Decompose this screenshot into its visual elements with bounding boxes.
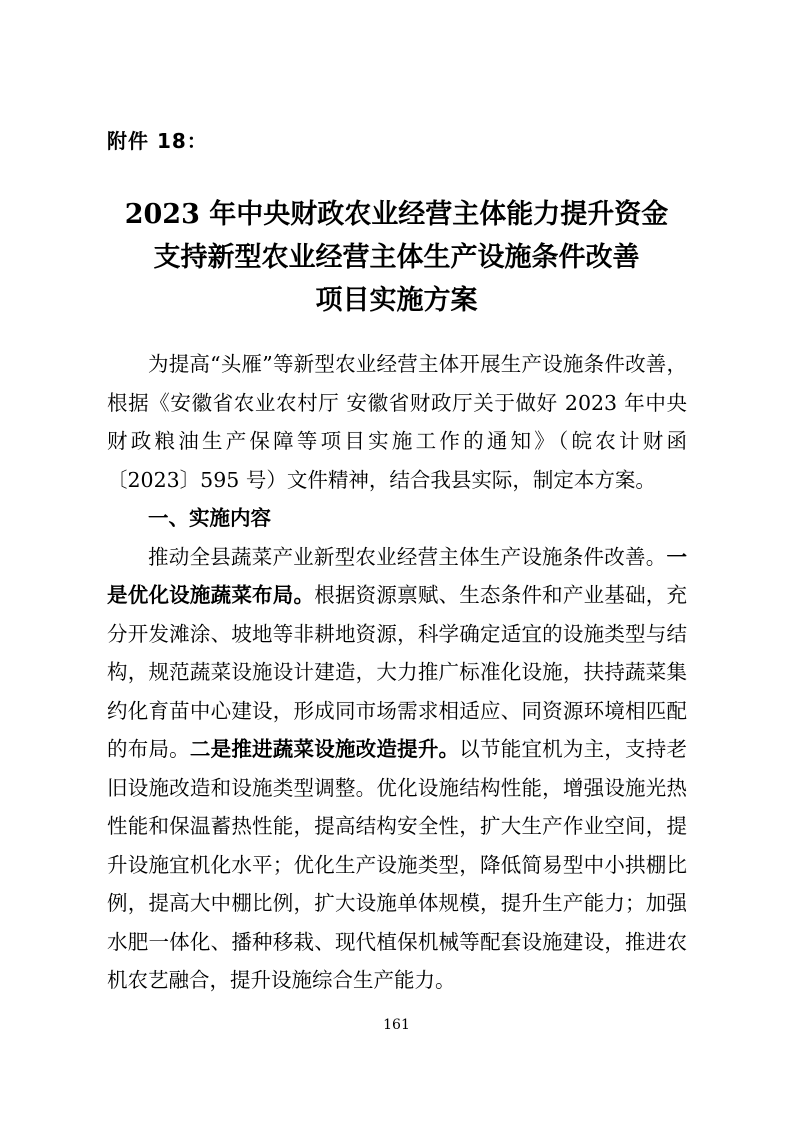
point1-title: 一是优化设施蔬菜布局。 [107, 544, 687, 607]
document-body [107, 345, 687, 1000]
section-paragraph [107, 538, 687, 1000]
title-line-3: 项目实施方案 [315, 285, 478, 316]
point2-text: 以节能宜机为主，支持老旧设施改造和设施类型调整。优化设施结构性能，增强设施光热性能和保温蓄热性能，提高结构安全性，扩大生产作业空间，提升设施宜机化水平；优化生产设施类型，降低简易型中小拱棚比例，提高大中棚比例，扩大设施单体规模，提升生产能力；加强水肥一体化、播种移栽、现代植保机械等配套设施建设，推进农机农艺融合，提升设施综合生产能力。 [107, 737, 688, 992]
title-line-2: 支持新型农业经营主体生产设施条件改善 [153, 242, 640, 273]
section-lead-text: 推动全县蔬菜产业新型农业经营主体生产设施条件改善。 [148, 544, 667, 569]
title-line-1: 2023 年中央财政农业经营主体能力提升资金 [124, 199, 669, 230]
attachment-label: 附件 18： [107, 129, 208, 153]
point1-text: 根据资源禀赋、生态条件和产业基础，充分开发滩涂、坡地等非耕地资源，科学确定适宜的设施类型与结构，规范蔬菜设施设计建造，大力推广标准化设施，扶持蔬菜集约化育苗中心建设，形成同市场需求相适应、同资源环境相匹配的布局。 [107, 583, 688, 761]
page-number: 161 [383, 1017, 410, 1033]
document-title [0, 193, 793, 322]
section-heading: 一、实施内容 [148, 506, 271, 530]
intro-paragraph: 为提高“头雁”等新型农业经营主体开展生产设施条件改善，根据《安徽省农业农村厅 安徽省财政厅关于做好 2023 年中央财政粮油生产保障等项目实施工作的通知》（皖农计财函〔2023〕595 号）文件精神，结合我县实际，制定本方案。 [107, 352, 687, 492]
point2-title: 二是推进蔬菜设施改造提升。 [189, 737, 460, 761]
